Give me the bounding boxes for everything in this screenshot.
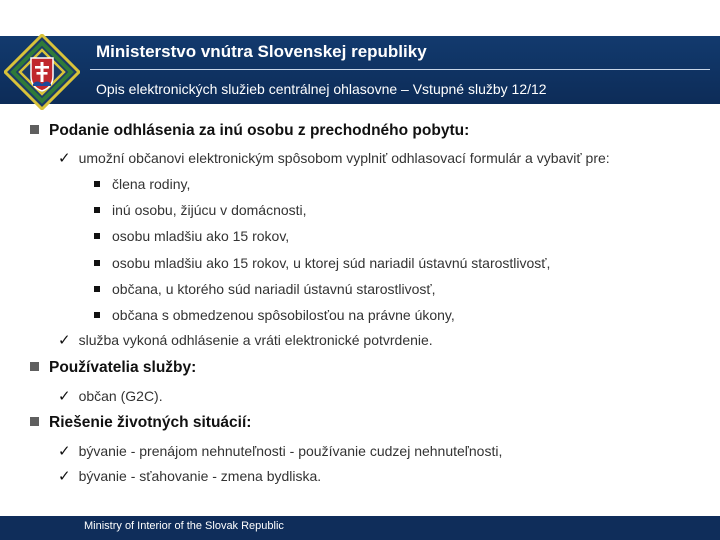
- header-bar: [0, 36, 720, 104]
- square-bullet-icon: [30, 417, 39, 426]
- list-item: ✓ bývanie - prenájom nehnuteľnosti - používanie cudzej nehnuteľnosti,: [58, 442, 503, 460]
- sub-list-item: osobu mladšiu ako 15 rokov,: [94, 228, 289, 244]
- footer-text: Ministry of Interior of the Slovak Republic: [84, 520, 284, 532]
- square-bullet-icon: [94, 260, 100, 266]
- section-heading: Riešenie životných situácií:: [30, 414, 251, 432]
- square-bullet-icon: [94, 286, 100, 292]
- sub-list-item: inú osobu, žijúcu v domácnosti,: [94, 202, 307, 218]
- sub-list-item: člena rodiny,: [94, 176, 190, 192]
- section-heading: Podanie odhlásenia za inú osobu z prechodného pobytu:: [30, 122, 469, 140]
- square-bullet-icon: [30, 362, 39, 371]
- section-heading: Používatelia služby:: [30, 359, 196, 377]
- check-mark-icon: ✓: [58, 387, 71, 405]
- square-bullet-icon: [94, 233, 100, 239]
- list-item: ✓ umožní občanovi elektronickým spôsobom vyplniť odhlasovací formulár a vybaviť pre:: [58, 149, 610, 167]
- sub-list-item: občana, u ktorého súd nariadil ústavnú starostlivosť,: [94, 281, 436, 297]
- ministry-emblem-icon: [4, 34, 80, 110]
- square-bullet-icon: [94, 312, 100, 318]
- check-mark-icon: ✓: [58, 149, 71, 167]
- sub-list-item: osobu mladšiu ako 15 rokov, u ktorej súd nariadil ústavnú starostlivosť,: [94, 255, 550, 271]
- check-mark-icon: ✓: [58, 467, 71, 485]
- list-item: ✓ bývanie - sťahovanie - zmena bydliska.: [58, 467, 322, 485]
- list-item: ✓ služba vykoná odhlásenie a vráti elektronické potvrdenie.: [58, 331, 433, 349]
- check-mark-icon: ✓: [58, 331, 71, 349]
- square-bullet-icon: [94, 207, 100, 213]
- page-title: Ministerstvo vnútra Slovenskej republiky: [96, 42, 427, 61]
- check-mark-icon: ✓: [58, 442, 71, 460]
- square-bullet-icon: [94, 181, 100, 187]
- sub-list-item: občana s obmedzenou spôsobilosťou na právne úkony,: [94, 307, 455, 323]
- square-bullet-icon: [30, 125, 39, 134]
- page-subtitle: Opis elektronických služieb centrálnej ohlasovne – Vstupné služby 12/12: [96, 81, 547, 97]
- header-divider: [90, 69, 710, 70]
- footer-bar: [0, 516, 720, 540]
- list-item: ✓ občan (G2C).: [58, 387, 163, 405]
